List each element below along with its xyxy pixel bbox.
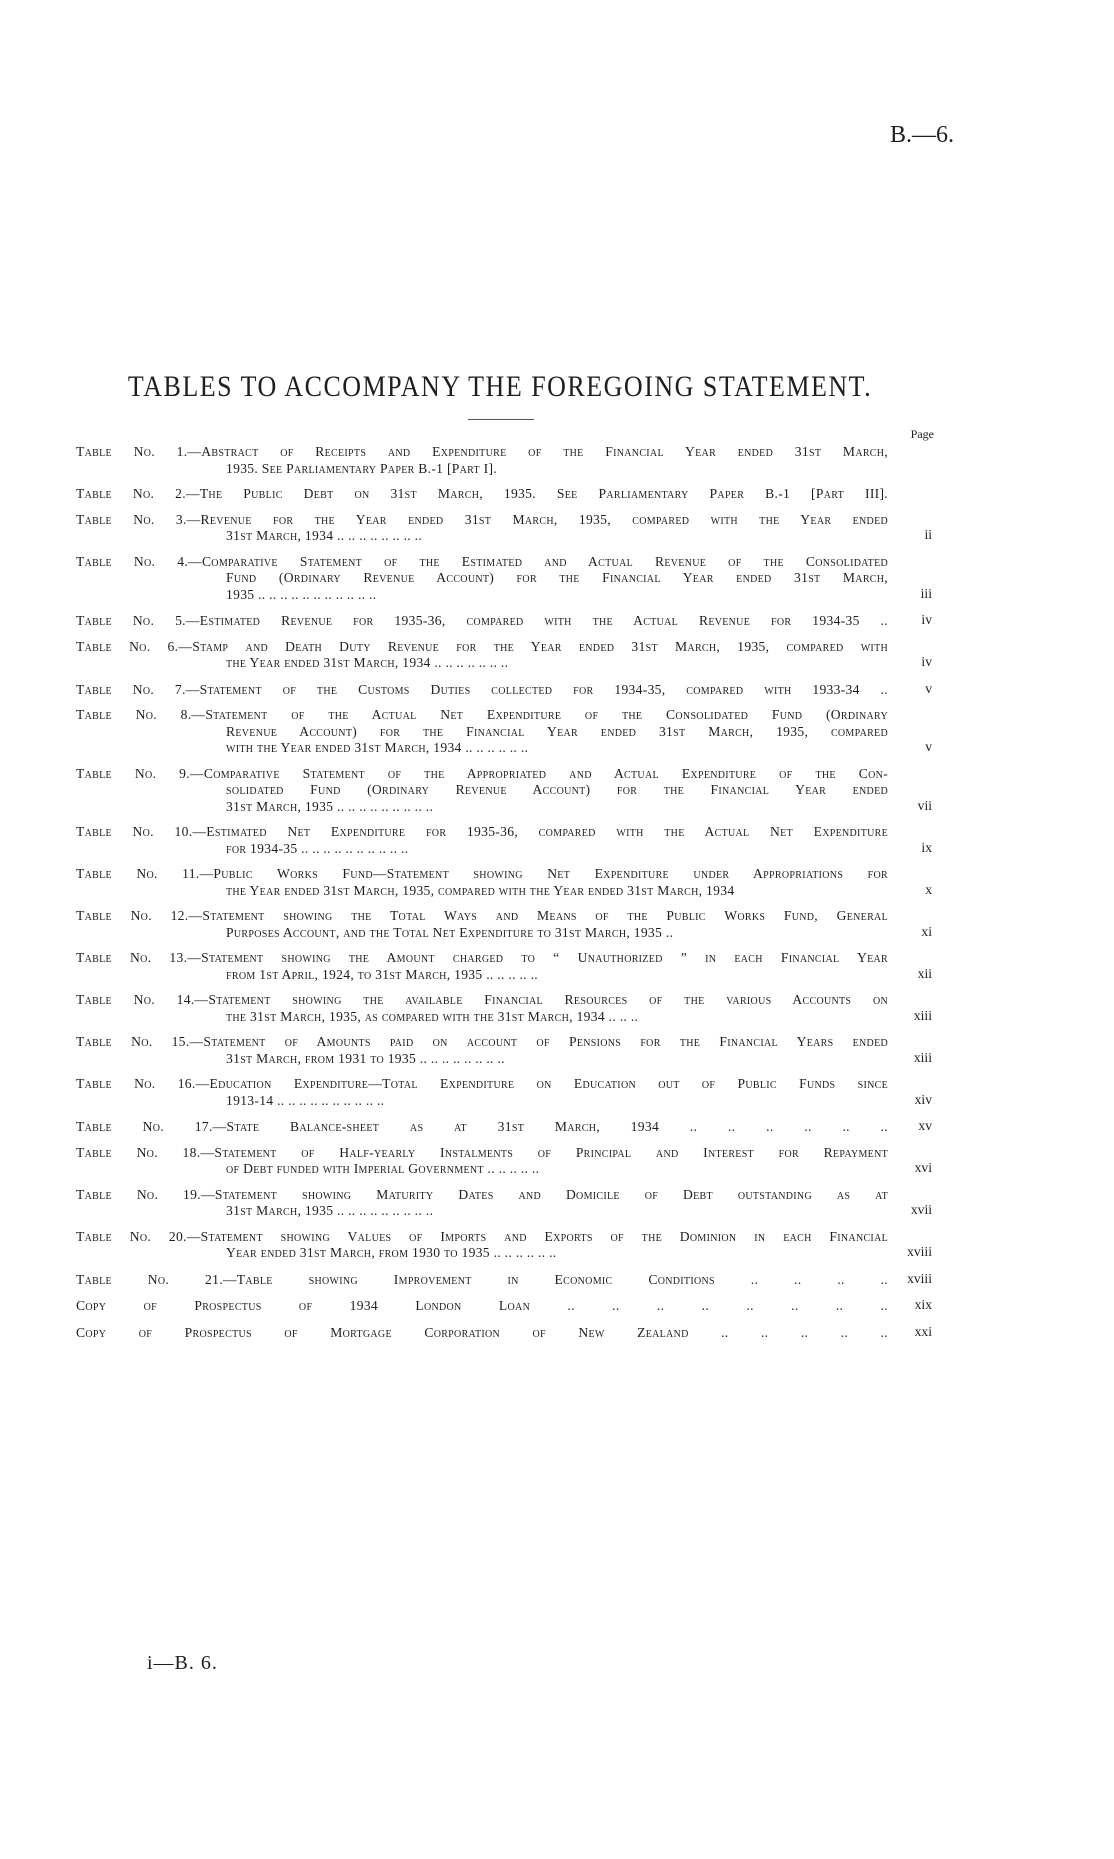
toc-entry-continuation: the Year ended 31st March, 1935, compared with the Year ended 31st March, 1934 xyxy=(226,882,735,898)
toc-entry-continuation: Fund (Ordinary Revenue Account) for the Financial Year ended 31st March, xyxy=(226,570,888,585)
toc-page-number: xxi xyxy=(914,1323,932,1339)
toc-page-number: ix xyxy=(921,839,932,855)
toc-entry-continuation: 31st March, 1934 .. .. .. .. .. .. .. .. xyxy=(226,528,423,543)
toc-entry xyxy=(76,681,932,699)
toc-page-number: x xyxy=(925,881,932,897)
toc-entry-line: Table No. 2.—The Public Debt on 31st March, 1935. See Parliamentary Paper B.-1 [Part III]. xyxy=(76,486,888,501)
toc-entry-text xyxy=(76,1034,888,1067)
toc-entry-line: Table No. 4.—Comparative Statement of the Estimated and Actual Revenue of the Consolidated xyxy=(76,553,888,569)
toc-entry-text xyxy=(76,1325,888,1342)
toc-page-number: vii xyxy=(917,797,932,813)
toc-entry-text xyxy=(76,707,888,757)
toc-entry xyxy=(76,950,932,983)
toc-entry-continuation: 31st March, from 1931 to 1935 .. .. .. .. .. .. .. .. xyxy=(226,1050,505,1066)
toc-entry-text xyxy=(76,992,888,1025)
toc-entry-text xyxy=(76,1119,888,1136)
footer-reference: i—B. 6. xyxy=(147,1652,218,1674)
toc-entry-line: Table No. 19.—Statement showing Maturity Dates and Domicile of Debt outstanding as at xyxy=(76,1186,888,1202)
toc-entry xyxy=(76,639,932,672)
toc-page-number: iii xyxy=(920,585,932,601)
toc-entry-text xyxy=(76,950,888,983)
page-title: TABLES TO ACCOMPANY THE FOREGOING STATEMENT. xyxy=(127,370,873,403)
toc-entry-text xyxy=(76,866,888,899)
title-divider xyxy=(468,419,534,420)
toc-entry xyxy=(76,866,932,899)
toc-page-number: xiii xyxy=(913,1007,932,1023)
toc-entry-continuation: from 1st April, 1924, to 31st March, 1935 .. .. .. .. .. xyxy=(226,966,538,982)
toc-entry-text xyxy=(76,1145,888,1178)
toc-entry-text xyxy=(76,444,888,477)
toc-entry xyxy=(76,1297,932,1315)
toc-entry-line: Table No. 21.—Table showing Improvement in Economic Conditions .. .. .. .. xyxy=(76,1271,888,1287)
toc-entry-text xyxy=(76,639,888,672)
toc-entry-text xyxy=(76,486,888,503)
toc-entry xyxy=(76,1324,932,1342)
toc-entry-continuation: for 1934-35 .. .. .. .. .. .. .. .. .. .. xyxy=(226,840,409,856)
toc-page-number: ii xyxy=(924,527,932,542)
toc-page-number: xiii xyxy=(913,1049,932,1065)
toc-entry-continuation: Year ended 31st March, from 1930 to 1935 .. .. .. .. .. .. xyxy=(226,1245,557,1260)
toc-entry xyxy=(76,908,932,941)
toc-entry-continuation: of Debt funded with Imperial Government .. .. .. .. .. xyxy=(226,1161,540,1176)
toc-entry-continuation: 31st March, 1935 .. .. .. .. .. .. .. .. .. xyxy=(226,798,434,814)
toc-entry xyxy=(76,512,932,545)
toc-entry-line: Table No. 7.—Statement of the Customs Duties collected for 1934-35, compared with 1933-34 .. xyxy=(76,681,888,697)
toc-entry-line: Table No. 14.—Statement showing the available Financial Resources of the various Accounts on xyxy=(76,992,888,1007)
toc-entry xyxy=(76,444,932,477)
toc-entry-text xyxy=(76,682,888,699)
toc-entry xyxy=(76,486,932,503)
toc-entry xyxy=(76,1229,932,1262)
toc-entry-continuation: the Year ended 31st March, 1934 .. .. .. .. .. .. .. xyxy=(226,655,509,670)
toc-entry xyxy=(76,992,932,1025)
toc-entry xyxy=(76,554,932,604)
toc-page-number: xiv xyxy=(914,1091,932,1107)
toc-entry-line: Table No. 12.—Statement showing the Total Ways and Means of the Public Works Fund, General xyxy=(76,908,888,923)
table-of-contents xyxy=(76,444,932,1350)
toc-entry-text xyxy=(76,512,888,545)
toc-entry xyxy=(76,766,932,816)
toc-entry-line: Table No. 9.—Comparative Statement of the Appropriated and Actual Expenditure of the Con- xyxy=(76,765,888,781)
toc-page-number: xvii xyxy=(910,1202,932,1217)
toc-entry-line: Table No. 1.—Abstract of Receipts and Expenditure of the Financial Year ended 31st March, xyxy=(76,444,888,459)
toc-entry-line: Table No. 5.—Estimated Revenue for 1935-36, compared with the Actual Revenue for 1934-35 .. xyxy=(76,613,888,628)
toc-entry-continuation: 1935. See Parliamentary Paper B.-1 [Part I]. xyxy=(226,460,498,476)
toc-entry-continuation: 1935 .. .. .. .. .. .. .. .. .. .. .. xyxy=(226,586,377,602)
toc-page-number: xix xyxy=(914,1297,932,1312)
toc-entry-line: Copy of Prospectus of Mortgage Corporation of New Zealand .. .. .. .. .. xyxy=(76,1324,888,1340)
toc-entry-continuation: solidated Fund (Ordinary Revenue Account) for the Financial Year ended xyxy=(226,782,888,797)
toc-page-number: xi xyxy=(921,923,932,939)
toc-entry xyxy=(76,1034,932,1067)
toc-entry-continuation: 1913-14 .. .. .. .. .. .. .. .. .. .. xyxy=(226,1092,385,1108)
toc-entry-text xyxy=(76,613,888,630)
toc-entry-line: Copy of Prospectus of 1934 London Loan .. .. .. .. .. .. .. .. xyxy=(76,1298,888,1313)
toc-page-number xyxy=(888,476,932,477)
toc-entry-line: Table No. 13.—Statement showing the Amount charged to “ Unauthorized ” in each Financial Year xyxy=(76,950,888,965)
toc-entry xyxy=(76,1076,932,1109)
toc-page-number: xvi xyxy=(914,1160,932,1175)
toc-entry-line: Table No. 6.—Stamp and Death Duty Revenue for the Year ended 31st March, 1935, compared with xyxy=(76,638,888,654)
paper-reference: B.—6. xyxy=(889,122,954,148)
toc-entry-line: Table No. 20.—Statement showing Values of Imports and Exports of the Dominion in each Financial xyxy=(76,1228,888,1244)
toc-entry-text xyxy=(76,1298,888,1315)
toc-entry-line: Table No. 16.—Education Expenditure—Total Expenditure on Education out of Public Funds since xyxy=(76,1076,888,1091)
toc-entry-line: Table No. 18.—Statement of Half-yearly Instalments of Principal and Interest for Repayment xyxy=(76,1144,888,1160)
toc-page-number: xviii xyxy=(907,1270,932,1286)
toc-page-number: xv xyxy=(918,1118,932,1133)
toc-entry-continuation: Revenue Account) for the Financial Year ended 31st March, 1935, compared xyxy=(226,723,888,739)
toc-entry-line: Table No. 11.—Public Works Fund—Statement showing Net Expenditure under Appropriations for xyxy=(76,866,888,881)
toc-entry xyxy=(76,707,932,757)
toc-entry-line: Table No. 17.—State Balance-sheet as at 31st March, 1934 .. .. .. .. .. .. xyxy=(76,1119,888,1134)
toc-entry-continuation: with the Year ended 31st March, 1934 .. .. .. .. .. .. xyxy=(226,740,529,755)
toc-entry-text xyxy=(76,554,888,604)
toc-entry xyxy=(76,824,932,857)
toc-entry-text xyxy=(76,824,888,857)
toc-entry-continuation: the 31st March, 1935, as compared with the 31st March, 1934 .. .. .. xyxy=(226,1008,639,1024)
toc-entry-text xyxy=(76,1076,888,1109)
toc-page-number: xii xyxy=(917,965,932,981)
toc-entry xyxy=(76,1118,932,1136)
page-column-label: Page xyxy=(910,427,934,441)
toc-entry-text xyxy=(76,1272,888,1289)
toc-entry-text xyxy=(76,766,888,816)
toc-entry xyxy=(76,1187,932,1220)
toc-entry-text xyxy=(76,908,888,941)
toc-entry-line: Table No. 15.—Statement of Amounts paid on account of Pensions for the Financial Years ended xyxy=(76,1034,888,1049)
toc-entry-text xyxy=(76,1229,888,1262)
toc-entry-text xyxy=(76,1187,888,1220)
toc-page-number: v xyxy=(925,680,932,696)
toc-page-number: xviii xyxy=(907,1244,932,1259)
toc-page-number: iv xyxy=(921,654,932,669)
toc-page-number: v xyxy=(925,739,932,754)
toc-entry xyxy=(76,1145,932,1178)
toc-entry xyxy=(76,1271,932,1289)
toc-entry-line: Table No. 3.—Revenue for the Year ended 31st March, 1935, compared with the Year ended xyxy=(76,511,888,527)
toc-page-number xyxy=(888,502,932,503)
toc-entry xyxy=(76,612,932,630)
toc-entry-line: Table No. 10.—Estimated Net Expenditure for 1935-36, compared with the Actual Net Expenditure xyxy=(76,824,888,839)
toc-entry-continuation: 31st March, 1935 .. .. .. .. .. .. .. .. .. xyxy=(226,1203,434,1218)
toc-page-number: iv xyxy=(921,612,932,627)
toc-entry-line: Table No. 8.—Statement of the Actual Net Expenditure of the Consolidated Fund (Ordinary xyxy=(76,707,888,722)
toc-entry-continuation: Purposes Account, and the Total Net Expenditure to 31st March, 1935 .. xyxy=(226,924,674,940)
